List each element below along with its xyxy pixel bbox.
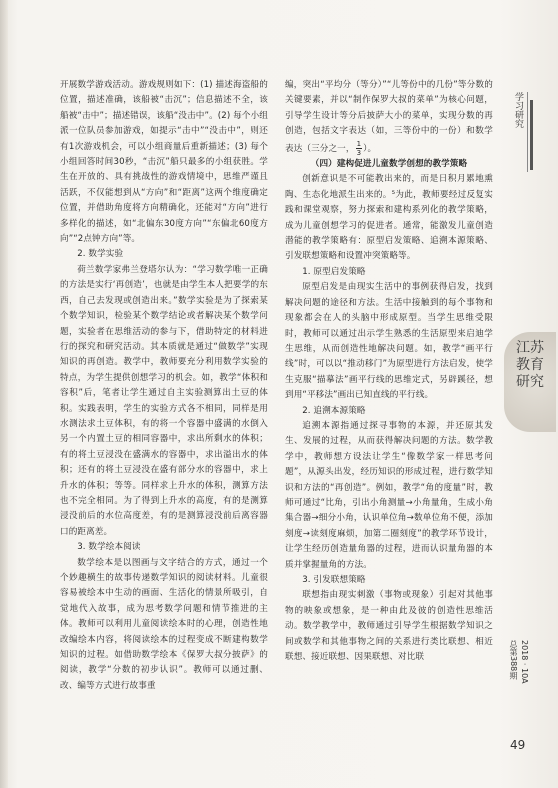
left-column [60, 78, 268, 694]
paragraph-text: 编，突出“平均分（等分）”“儿等份中的几份”等分数的关键要素，并以“制作保罗大叔的菜单”为核心问题，引导学生设计等分后披萨大小的菜单，实现分数的再创造，包括文字表达（如，三等份中的一份）和数学表达（三分之一， [285, 80, 493, 154]
fraction-one-third [356, 140, 363, 157]
subheading: 3. 引发联想策略 [302, 575, 366, 585]
fraction-numerator: 1 [356, 139, 362, 148]
column-title: 学习研究 [513, 92, 523, 128]
paragraph [285, 78, 493, 157]
date-label: 2018 · 10A [520, 640, 529, 684]
paragraph: 开展数学游戏活动。游戏规则如下：(1) 描述海盗船的位置，描述准确，该船被“击沉”；信息描述不全，该船被“击中”；描述错误，该船“没击中”。(2) 每个小组派一位队员参加游戏，如提示“击中”“没击中”，则还有1次游戏机会，可以小组商量后重新描述；(3) 每个小组回答时间30秒，“击沉”船只最多的小组获胜。学生在开放的、具有挑战性的游戏情境中，思维严谨且活跃，不仅能想到从“方向”和“距离”这两个维度确定位置，并借助角度将方向精确化，还能对“方向”进行多样化的描述，如“北偏东30度方向”“东偏北60度方向”“2点钟方向”等。 [60, 80, 268, 245]
paragraph: 联想指由现实刺激（事物或现象）引起对其他事物的映象或想象，是一种由此及彼的创造性思维活动。数学教学中，教师通过引导学生根据数学知识之间或数学和其他事物之间的关系进行类比联想、相近联想、接近联想、因果联想、对比联 [285, 590, 493, 663]
subheading: 2. 数学实验 [77, 249, 124, 260]
paragraph: 创新意识是不可能教出来的，而是日积月累地熏陶、生态化地派生出来的。⁵为此，教师要经过反复实践和课堂观察，努力探索和建构系列化的教学策略，成为儿童创想学习的促进者。通常，能激发儿童创造潜能的教学策略有：原型启发策略、追溯本源策略、引发联想策略和设置冲突策略等。 [285, 174, 493, 262]
section-heading: （四）建构促进儿童数学创想的教学策略 [310, 159, 468, 170]
issue-label: 总第388期 [509, 640, 518, 680]
paragraph: 荷兰数学家弗兰登塔尔认为：“学习数学唯一正确的方法是实行‘再创造’，也就是由学生本人把要学的东西，自己去发现或创造出来。”数学实验是为了探索某个数学知识，检验某个数学结论或者解决某个数学问题，实验者在思维活动的参与下，借助特定的材料进行的探究和研究活动。其本质就是通过“做数学”实现知识的再创造。教学中，教师要充分利用数学实验的特点，为学生提供创想学习的机会。如，教学“体积和容积”后，笔者让学生通过自主实验测算出土豆的体积。实践表明，学生的实验方式各不相同，同样是用水测法求土豆体积，有的将一个容器中盛满的水倒入另一个内置土豆的相同容器中，求出所剩水的体积；有的将土豆浸没在盛满水的容器中，求出溢出水的体积；还有的将土豆浸没在盛有部分水的容器中，求上升水的体积；等等。同样求上升水的体积，测算方法也不完全相同。为了得到上升水的高度，有的是测算浸没前后的水位高度差，有的是测算浸没前后离容器口的距离差。 [60, 264, 268, 537]
fraction-denominator: 3 [356, 148, 362, 157]
subheading: 1. 原型启发策略 [302, 266, 366, 277]
subheading: 3. 数学绘本阅读 [77, 542, 141, 553]
journal-seal-text: 江苏教育研究 [516, 340, 544, 390]
page-number: 49 [510, 738, 526, 752]
right-column [285, 78, 493, 665]
paragraph-text: ）。 [363, 143, 377, 154]
paragraph: 数学绘本是以图画与文字结合的方式，通过一个个妙趣横生的故事传递数学知识的阅读材料。儿童很容易被绘本中生动的画面、生活化的情景所吸引，自觉地代入故事，成为思考数学问题和情节推进的主体。教师可以利用儿童阅读绘本时的心理，创造性地改编绘本内容，将阅读绘本的过程变成不断建构数学知识的过程。如借助数学绘本《保罗大叔分披萨》的阅读，教学“分数的初步认识”。教师可以通过删、改、编等方式进行故事重 [60, 557, 268, 691]
subheading: 2. 追溯本源策略 [302, 405, 366, 416]
paragraph: 追溯本源指通过探寻事物的本源，并还原其发生、发展的过程，从而获得解决问题的方法。数学教学中，教师想方设法让学生“像数学家一样思考问题”，从源头出发，经历知识的形成过程，进行数学知识和方法的“再创造”。例如，教学“角的度量”时，教师可通过“比角，引出小角测量→小角量角，生成小角集合器→细分小角，认识单位角→数单位角不便，添加刻度→读刻度麻烦，加第二圈刻度”的教学环节设计，让学生经历创造量角器的过程，进而认识量角器的本质并掌握量角的方法。 [285, 420, 493, 570]
paragraph: 原型启发是由现实生活中的事例获得启发，找到解决问题的途径和方法。生活中接触到的每个事物和现象都会在人的头脑中形成原型。当学生思维受限时，教师可以通过出示学生熟悉的生活原型来启迪学生思维，从而创造性地解决问题。如，教学“画平行线”时，可以以“推动移门”为原型进行方法启发，使学生克服“描摹法”画平行线的思维定式，另辟蹊径，想到用“平移法”画出已知直线的平行线。 [285, 282, 493, 401]
sidebar-accent-bar [530, 100, 533, 170]
sidebar-divider [527, 92, 528, 172]
page-binding-edge [0, 0, 8, 788]
